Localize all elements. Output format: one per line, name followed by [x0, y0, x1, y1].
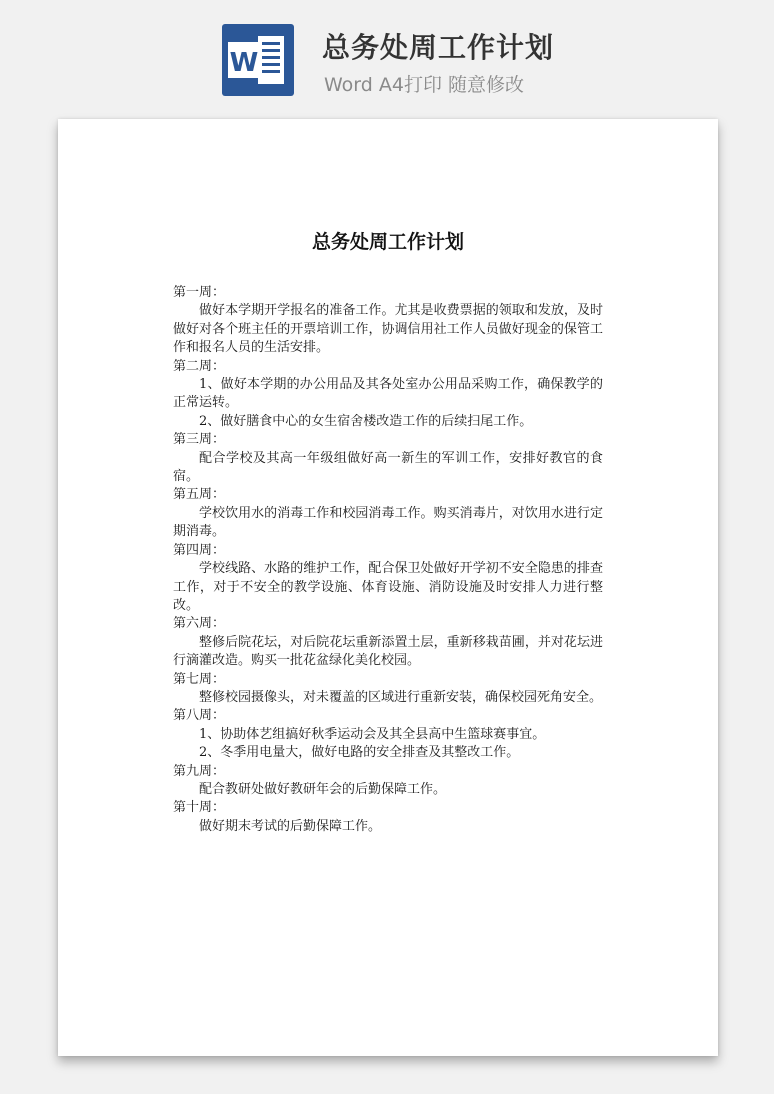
plan-paragraph: 整修后院花坛，对后院花坛重新添置土层，重新移栽苗圃，并对花坛进行滴灌改造。购买一批花盆绿化美化校园。: [173, 634, 603, 669]
plan-paragraph: 2、冬季用电量大，做好电路的安全排查及其整改工作。: [199, 745, 520, 761]
plan-paragraph: 1、做好本学期的办公用品及其各处室办公用品采购工作，确保教学的正常运转。: [173, 377, 603, 411]
week-heading: 第一周：: [173, 285, 226, 300]
document-title: 总务处周工作计划: [311, 231, 464, 253]
word-document-icon: [222, 24, 294, 96]
plan-paragraph: 1、协助体艺组搞好秋季运动会及其全县高中生篮球赛事宜。: [199, 726, 546, 742]
week-heading: 第十周：: [173, 800, 226, 816]
banner-subtitle: Word A4打印 随意修改: [324, 74, 525, 96]
plan-paragraph: 配合教研处做好教研年会的后勤保障工作。: [199, 781, 447, 797]
plan-paragraph: 学校饮用水的消毒工作和校园消毒工作。购买消毒片，对饮用水进行定期消毒。: [173, 505, 603, 540]
week-heading: 第八周：: [173, 708, 226, 724]
plan-paragraph: 整修校园摄像头，对未覆盖的区域进行重新安装，确保校园死角安全。: [199, 689, 603, 705]
week-heading: 第九周：: [173, 763, 226, 779]
document-page: [58, 119, 718, 1056]
week-heading: 第七周：: [173, 671, 226, 687]
week-heading: 第三周：: [173, 432, 226, 448]
plan-paragraph: 学校线路、水路的维护工作，配合保卫处做好开学初不安全隐患的排查工作，对于不安全的教学设施、体育设施、消防设施及时安排人力进行整改。: [173, 561, 603, 613]
week-heading: 第六周：: [173, 616, 226, 632]
week-heading: 第四周：: [173, 542, 226, 558]
banner-title: 总务处周工作计划: [322, 31, 555, 64]
word-icon-letter: W: [229, 48, 259, 78]
plan-paragraph: 2、做好膳食中心的女生宿舍楼改造工作的后续扫尾工作。: [199, 413, 533, 429]
plan-paragraph: 做好本学期开学报名的准备工作。尤其是收费票据的领取和发放，及时做好对各个班主任的开票培训工作，协调信用社工作人员做好现金的保管工作和报名人员的生活安排。: [173, 303, 603, 356]
week-heading: 第五周：: [173, 487, 226, 503]
plan-paragraph: 做好期末考试的后勤保障工作。: [199, 818, 382, 834]
document-body: [173, 284, 603, 836]
plan-paragraph: 配合学校及其高一年级组做好高一新生的军训工作，安排好教官的食宿。: [173, 450, 603, 485]
header-banner: [0, 0, 774, 110]
week-heading: 第二周：: [173, 358, 226, 374]
